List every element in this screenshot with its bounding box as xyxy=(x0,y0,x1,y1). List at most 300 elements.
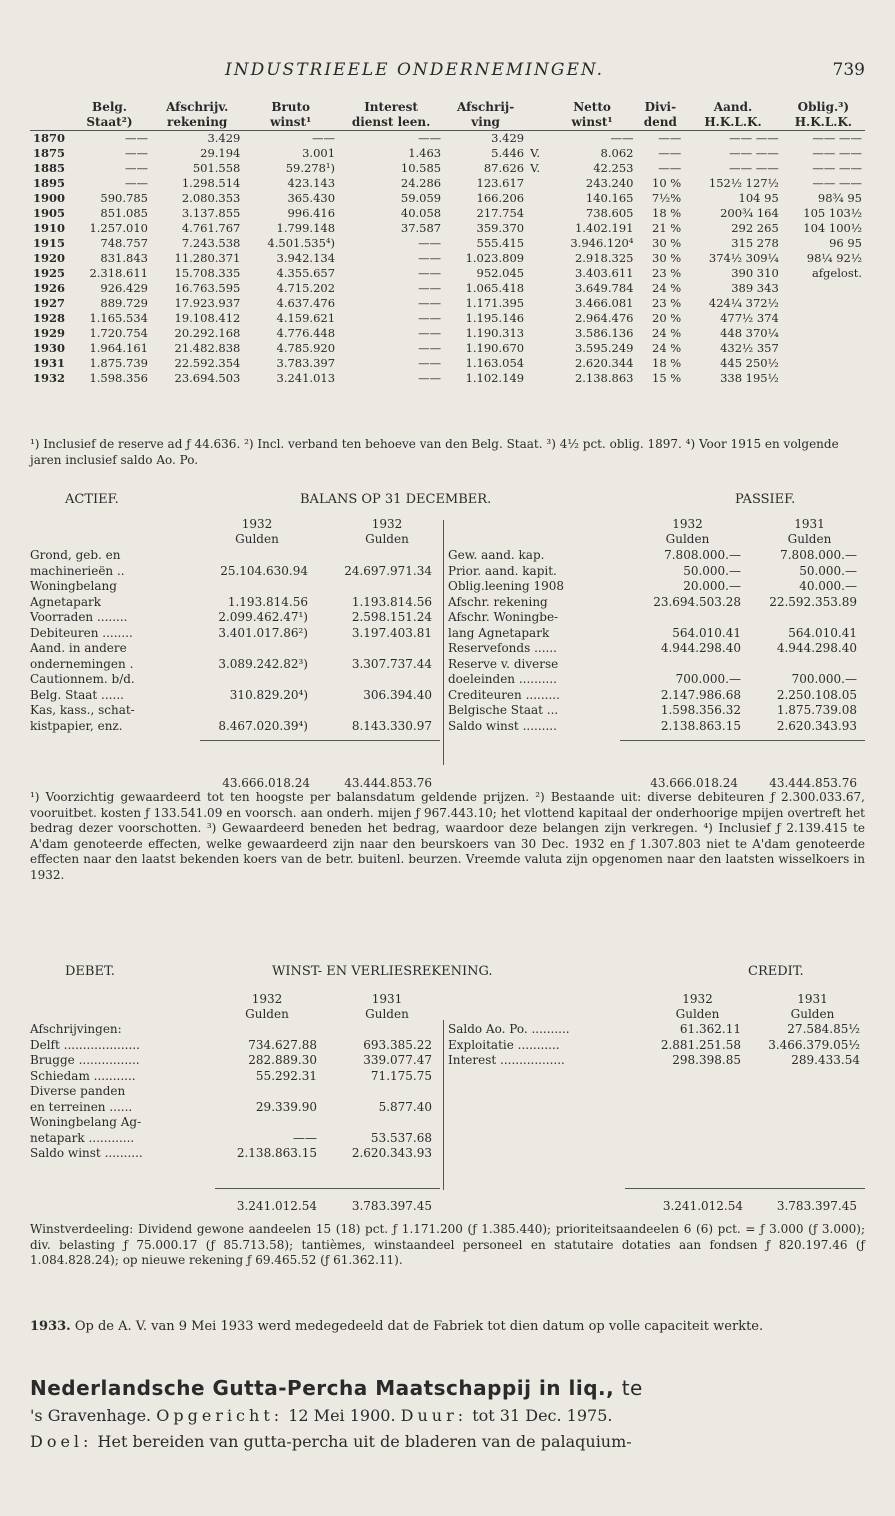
note-1933 xyxy=(30,1318,865,1335)
table-cell xyxy=(527,371,548,386)
table-cell xyxy=(527,251,548,266)
account-value-current: 1.598.356.32 xyxy=(660,703,741,717)
balance-liabilities xyxy=(448,548,865,734)
table-cell: 738.605 xyxy=(585,206,634,220)
account-label: Oblig.leening 1908 xyxy=(448,579,565,593)
account-label: Afschrijvingen: xyxy=(30,1022,122,1036)
table-cell: 390 310 xyxy=(731,266,779,280)
table-row xyxy=(30,131,865,147)
account-value-current: 3.401.017.86²) xyxy=(218,625,308,640)
table-cell: —— xyxy=(418,326,442,340)
table-cell: 996.416 xyxy=(287,206,336,220)
table-cell: afgelost. xyxy=(811,266,862,280)
account-row xyxy=(30,548,440,564)
table-row xyxy=(30,251,865,266)
table-cell: 42.253 xyxy=(593,161,634,175)
wv-center-title: WINST- EN VERLIESREKENING. xyxy=(272,964,493,979)
table-cell xyxy=(527,311,548,326)
account-value-previous: 8.143.330.97 xyxy=(351,718,432,733)
account-label: lang Agnetapark xyxy=(448,625,550,640)
table-cell: 3.595.249 xyxy=(574,341,634,355)
balance-left-total-rule xyxy=(200,740,440,741)
table-cell: 3.783.397 xyxy=(276,356,336,370)
account-label: Belgische Staat ... xyxy=(448,703,559,717)
column-header: Afschrijv. xyxy=(166,100,229,114)
wv-right-total-rule xyxy=(625,1188,865,1189)
table-cell: 1.298.514 xyxy=(181,176,241,190)
table-cell xyxy=(782,296,865,311)
founded-value: 12 Mei 1900. xyxy=(288,1406,396,1425)
balance-footnotes: ¹) Voorzichtig gewaardeerd tot ten hoogste per balansdatum geldende prijzen. ²) Bestaande uit: diverse debiteuren ƒ 2.300.033.67, vooruitbet. kosten ƒ 133.541.09 en voorsch. aan onderh. mijen ƒ 967.443.10; het vlottend kapitaal der onderhoorige mpijen overtreft het bedrag dezer voorschotten. ³) Gewaardeerd beneden het bedrag, waardoor deze belangen zijn verkregen. ⁴) Inclusief ƒ 2.139.415 te A'dam genoteerde effecten, welke gewaardeerd zijn naar den beurskoers van 30 Dec. 1932 en ƒ 1.307.803 niet te A'dam genoteerde effecten naar den laatst bekenden koers van de betr. buitenl. beurzen. Vreemde valuta zijn opgenomen naar den laatsten wisselkoers in 1932. xyxy=(30,790,865,882)
account-row xyxy=(30,1146,440,1162)
table-cell: 4.761.767 xyxy=(181,221,241,235)
account-label: Grond, geb. en xyxy=(30,548,121,562)
year-cell: 1927 xyxy=(33,296,66,310)
table-cell: 15 % xyxy=(652,371,682,385)
table-cell: 365.430 xyxy=(287,191,336,205)
table-cell xyxy=(527,356,548,371)
company-info-line xyxy=(30,1406,865,1425)
account-value-previous: 2.620.343.93 xyxy=(776,718,857,733)
table-row xyxy=(30,326,865,341)
wv-left-total-rule xyxy=(215,1188,440,1189)
table-cell: 21 % xyxy=(652,221,682,235)
account-value-previous: 2.598.151.24 xyxy=(351,610,432,624)
account-value-current: 4.944.298.40 xyxy=(660,641,741,655)
table-cell: 18 % xyxy=(652,356,682,370)
account-value-previous: 289.433.54 xyxy=(791,1053,860,1067)
table-cell: 374½ 309¼ xyxy=(708,251,779,265)
table-cell xyxy=(782,281,865,296)
table-cell: 98¼ 92½ xyxy=(806,251,862,265)
wv-left-col2-header: 1931 Gulden xyxy=(365,992,409,1021)
table-cell: 152½ 127½ xyxy=(708,176,779,190)
account-label: netapark ............ xyxy=(30,1130,135,1145)
balance-right-col2-header: 1931 Gulden xyxy=(787,517,832,546)
account-value-current: 55.292.31 xyxy=(255,1068,317,1083)
table-cell: 11.280.371 xyxy=(174,251,241,265)
winstverdeeling-note: Winstverdeeling: Dividend gewone aandeelen 15 (18) pct. ƒ 1.171.200 (ƒ 1.385.440); prioriteitsaandeelen 6 (6) pct. = ƒ 3.000 (ƒ 3.000); div. belasting ƒ 75.000.17 (ƒ 85.713.58); tantièmes, winstaandeel personeel en statutaire dotaties aan fondsen ƒ 820.197.46 (ƒ 1.084.828.24); op nieuwe rekening ƒ 69.465.52 (ƒ 61.362.11). xyxy=(30,1222,865,1267)
table-cell xyxy=(782,341,865,356)
account-value-current: 2.147.986.68 xyxy=(660,687,741,702)
company-name-suffix: te xyxy=(621,1376,643,1400)
table-cell: 2.318.611 xyxy=(89,266,148,280)
account-value-previous: 27.584.85½ xyxy=(787,1022,860,1036)
table-cell: 1.598.356 xyxy=(89,371,148,385)
purpose-label: Doel: xyxy=(30,1432,93,1451)
year-cell: 1870 xyxy=(33,131,66,145)
account-label: Saldo Ao. Po. .......... xyxy=(448,1022,570,1036)
table-cell: 20.292.168 xyxy=(174,326,241,340)
table-cell: 831.843 xyxy=(100,251,148,265)
account-value-current: 298.398.85 xyxy=(672,1053,741,1067)
table-cell: —— xyxy=(658,161,682,175)
table-cell: 104 95 xyxy=(738,191,779,205)
table-cell: 292 265 xyxy=(731,221,779,235)
table-cell: 3.946.120⁴ xyxy=(570,236,634,250)
column-header: Staat²) xyxy=(68,115,151,131)
account-label: en terreinen ...... xyxy=(30,1099,133,1114)
column-header xyxy=(527,115,548,131)
account-row xyxy=(30,703,440,719)
wv-right-title: CREDIT. xyxy=(748,964,804,979)
account-label: Belg. Staat ...... xyxy=(30,687,124,702)
table-cell: 37.587 xyxy=(400,221,442,235)
table-cell: 123.617 xyxy=(476,176,525,190)
account-label: machinerieën .. xyxy=(30,563,125,578)
table-cell: 24.286 xyxy=(400,176,442,190)
table-cell: 23.694.503 xyxy=(174,371,241,385)
column-header: Belg. xyxy=(92,100,127,114)
table-cell: —— xyxy=(418,341,442,355)
table-cell: 59.059 xyxy=(400,191,442,205)
account-row xyxy=(448,626,865,642)
table-cell: 2.080.353 xyxy=(181,191,241,205)
column-header: Interest xyxy=(364,100,418,114)
account-value-previous: 1.193.814.56 xyxy=(351,594,432,609)
table-row xyxy=(30,281,865,296)
table-cell: 166.206 xyxy=(476,191,525,205)
wv-divider xyxy=(443,1020,444,1190)
account-row xyxy=(448,564,865,580)
table-cell: 96 95 xyxy=(829,236,862,250)
account-value-previous: 2.620.343.93 xyxy=(351,1146,432,1160)
table-cell: 1.171.395 xyxy=(465,296,525,310)
year-cell: 1926 xyxy=(33,281,66,295)
table-cell: —— xyxy=(418,311,442,325)
column-header: Oblig.³) xyxy=(797,100,850,114)
account-row xyxy=(448,719,865,735)
table-cell: 1.165.534 xyxy=(89,311,148,325)
company-purpose-line xyxy=(30,1432,865,1451)
account-value-previous: 3.307.737.44 xyxy=(351,656,432,671)
table-cell: 432½ 357 xyxy=(720,341,779,355)
account-label: Saldo winst ......... xyxy=(448,718,557,733)
table-cell: —— xyxy=(418,296,442,310)
account-label: Cautionnem. b/d. xyxy=(30,672,135,686)
table-cell: 4.637.476 xyxy=(276,296,336,310)
table-cell: 3.241.013 xyxy=(276,371,336,385)
wv-left-col1-header: 1932 Gulden xyxy=(245,992,289,1021)
page-number: 739 xyxy=(832,60,865,80)
table-cell: 4.776.448 xyxy=(276,326,336,340)
table-row xyxy=(30,266,865,281)
account-label: Aand. in andere xyxy=(30,641,127,655)
table-cell: 1.257.010 xyxy=(89,221,148,235)
column-header: ving xyxy=(444,115,527,131)
account-row xyxy=(30,719,440,735)
table-cell: —— —— xyxy=(812,161,862,175)
table-cell: —— —— xyxy=(812,146,862,160)
account-value-current: 8.467.020.39⁴) xyxy=(218,718,308,733)
table-cell xyxy=(527,236,548,251)
account-value-previous: 53.537.68 xyxy=(370,1130,432,1145)
table-cell: —— xyxy=(124,131,148,145)
account-value-current: 2.138.863.15 xyxy=(660,718,741,733)
account-label: Voorraden ........ xyxy=(30,610,128,624)
table-cell: 7.243.538 xyxy=(181,236,241,250)
table-cell: 1.402.191 xyxy=(574,221,634,235)
account-value-previous: 693.385.22 xyxy=(363,1037,432,1052)
account-label: Interest ................. xyxy=(448,1053,565,1067)
table-cell xyxy=(527,266,548,281)
column-header: dend xyxy=(636,115,684,131)
account-value-current: 1.193.814.56 xyxy=(227,594,308,609)
account-row xyxy=(30,688,440,704)
table-cell: 10 % xyxy=(652,176,682,190)
table-cell: 140.165 xyxy=(585,191,634,205)
table-cell: —— xyxy=(418,371,442,385)
running-header xyxy=(0,58,895,88)
account-value-previous: 306.394.40 xyxy=(363,687,432,702)
table-cell: 1.799.148 xyxy=(276,221,336,235)
account-label: kistpapier, enz. xyxy=(30,718,123,733)
account-row xyxy=(30,1053,440,1069)
account-row xyxy=(448,1022,865,1038)
account-value-current: 61.362.11 xyxy=(679,1022,741,1036)
table-cell: 243.240 xyxy=(585,176,634,190)
table-cell: 3.137.855 xyxy=(181,206,241,220)
account-value-current: 7.808.000.— xyxy=(664,548,741,562)
account-row xyxy=(30,641,440,657)
wv-right-col1-header: 1932 Gulden xyxy=(675,992,720,1021)
balance-left-title: ACTIEF. xyxy=(65,492,119,507)
year-cell: 1895 xyxy=(33,176,66,190)
company-heading xyxy=(30,1376,865,1400)
table-cell: 423.143 xyxy=(287,176,336,190)
account-value-previous: 22.592.353.89 xyxy=(769,594,857,609)
note-1933-text: Op de A. V. van 9 Mei 1933 werd medegedeeld dat de Fabriek tot dien datum op volle capaciteit werkte. xyxy=(74,1319,764,1334)
column-header: Aand. xyxy=(713,100,753,114)
year-cell: 1910 xyxy=(33,221,66,235)
account-label: Kas, kass., schat- xyxy=(30,703,135,717)
financial-history-table xyxy=(30,100,865,386)
table-cell xyxy=(782,371,865,386)
table-cell: 4.715.202 xyxy=(276,281,336,295)
account-value-current: —— xyxy=(293,1130,317,1145)
year-cell: 1905 xyxy=(33,206,66,220)
account-row xyxy=(448,641,865,657)
table-cell: 448 370¼ xyxy=(720,326,779,340)
table-cell: 445 250½ xyxy=(720,356,779,370)
table-cell xyxy=(527,176,548,191)
wv-right-total-1: 3.241.012.54 xyxy=(662,1199,743,1213)
table-cell: 10.585 xyxy=(400,161,442,175)
note-1933-year: 1933. xyxy=(30,1319,71,1334)
table-cell: —— xyxy=(418,251,442,265)
account-label: Schiedam ........... xyxy=(30,1068,136,1083)
account-value-current: 564.010.41 xyxy=(672,625,741,640)
table-cell: 20 % xyxy=(652,311,682,325)
account-row xyxy=(448,657,865,673)
table-cell: 3.466.081 xyxy=(574,296,634,310)
balance-left-total-2: 43.444.853.76 xyxy=(344,776,432,790)
table-cell: V. xyxy=(530,161,541,175)
account-row xyxy=(30,595,440,611)
running-title: INDUSTRIEELE ONDERNEMINGEN. xyxy=(225,60,605,80)
year-cell: 1885 xyxy=(33,161,66,175)
table-cell: 926.429 xyxy=(100,281,148,295)
table-cell: —— —— xyxy=(729,161,779,175)
account-row xyxy=(30,1069,440,1085)
account-value-current: 2.881.251.58 xyxy=(660,1037,741,1052)
account-row xyxy=(30,1084,440,1100)
table-cell: 4.785.920 xyxy=(276,341,336,355)
table-cell: 1.463 xyxy=(408,146,442,160)
account-value-previous: 4.944.298.40 xyxy=(776,641,857,655)
table-cell: 29.194 xyxy=(200,146,241,160)
column-header: H.K.L.K. xyxy=(782,115,865,131)
account-value-current: 2.138.863.15 xyxy=(236,1146,317,1160)
account-value-current: 310.829.20⁴) xyxy=(229,687,308,702)
wv-left-total-1: 3.241.012.54 xyxy=(236,1199,317,1213)
account-row xyxy=(448,579,865,595)
table-cell: 24 % xyxy=(652,281,682,295)
account-row xyxy=(448,610,865,626)
wv-header xyxy=(30,964,865,984)
table-cell: 4.355.657 xyxy=(276,266,336,280)
table-cell: 4.159.621 xyxy=(276,311,336,325)
account-label: ondernemingen . xyxy=(30,656,134,671)
table-cell: 3.429 xyxy=(491,131,525,145)
table-cell: 1.190.313 xyxy=(465,326,525,340)
account-row xyxy=(30,657,440,673)
table-cell: 1.102.149 xyxy=(465,371,525,385)
table-cell: 24 % xyxy=(652,341,682,355)
account-value-previous: 1.875.739.08 xyxy=(776,703,857,717)
table-cell: 15.708.335 xyxy=(174,266,241,280)
account-row xyxy=(448,1038,865,1054)
account-row xyxy=(30,1022,440,1038)
duration-label: Duur: xyxy=(400,1406,468,1425)
balance-left-col2-header: 1932 Gulden xyxy=(365,517,409,546)
column-header: dienst leen. xyxy=(338,115,444,131)
column-header: Divi- xyxy=(644,100,677,114)
table-cell: 359.370 xyxy=(476,221,525,235)
account-value-previous: 3.466.379.05½ xyxy=(768,1037,860,1052)
account-value-previous: 3.197.403.81 xyxy=(351,625,432,640)
table-cell: 7½% xyxy=(651,191,682,205)
table-cell: 1.190.670 xyxy=(465,341,525,355)
table-row xyxy=(30,161,865,176)
account-label: Crediteuren ......... xyxy=(448,687,560,702)
founded-label: Opgericht: xyxy=(156,1406,284,1425)
column-header: winst¹ xyxy=(243,115,338,131)
account-row xyxy=(30,610,440,626)
column-header xyxy=(527,100,548,115)
table-cell: 1.023.809 xyxy=(465,251,525,265)
account-label: Exploitatie ........... xyxy=(448,1037,560,1052)
table-cell: —— xyxy=(658,146,682,160)
table-cell: 21.482.838 xyxy=(174,341,241,355)
account-value-previous: 564.010.41 xyxy=(788,625,857,640)
balance-right-total-2: 43.444.853.76 xyxy=(769,776,857,790)
account-label: Woningbelang Ag- xyxy=(30,1115,142,1129)
table-cell: 2.918.325 xyxy=(574,251,634,265)
table-cell: 200¾ 164 xyxy=(720,206,779,220)
table-row xyxy=(30,236,865,251)
table-header-row xyxy=(30,100,865,115)
account-label: Delft .................... xyxy=(30,1037,140,1052)
table-cell: 3.429 xyxy=(207,131,241,145)
balance-right-total-rule xyxy=(620,740,865,741)
table-cell: 23 % xyxy=(652,266,682,280)
wv-left-total-2: 3.783.397.45 xyxy=(351,1199,432,1213)
year-cell: 1929 xyxy=(33,326,66,340)
table-cell: —— xyxy=(658,131,682,145)
table-cell: 424¼ 372½ xyxy=(708,296,779,310)
account-row xyxy=(448,703,865,719)
table-cell: —— xyxy=(418,356,442,370)
account-value-previous: 700.000.— xyxy=(791,672,857,686)
account-row xyxy=(448,1053,865,1069)
column-header xyxy=(30,100,68,115)
account-row xyxy=(30,1115,440,1131)
table-cell: 555.415 xyxy=(476,236,525,250)
account-value-previous: 24.697.971.34 xyxy=(344,563,432,578)
table-cell: —— xyxy=(312,131,336,145)
table-cell: 3.001 xyxy=(302,146,336,160)
table-cell xyxy=(527,191,548,206)
account-label: Woningbelang xyxy=(30,579,117,593)
account-label: Afschr. Woningbe- xyxy=(448,610,559,624)
account-value-current: 25.104.630.94 xyxy=(220,563,308,578)
table-row xyxy=(30,206,865,221)
table-cell xyxy=(527,341,548,356)
table-cell: —— —— xyxy=(812,131,862,145)
account-value-previous: 339.077.47 xyxy=(363,1053,432,1067)
column-header: rekening xyxy=(151,115,243,131)
year-cell: 1930 xyxy=(33,341,66,355)
year-cell: 1915 xyxy=(33,236,66,250)
account-value-current: 2.099.462.47¹) xyxy=(218,610,308,624)
table-row xyxy=(30,296,865,311)
year-cell: 1920 xyxy=(33,251,66,265)
account-row xyxy=(448,688,865,704)
table-cell: 389 343 xyxy=(731,281,779,295)
account-value-previous: 40.000.— xyxy=(799,579,857,593)
table-cell: 4.501.535⁴) xyxy=(267,236,336,250)
account-row xyxy=(448,548,865,564)
column-header: Bruto xyxy=(271,100,311,114)
table-cell: 3.403.611 xyxy=(574,266,634,280)
table-cell: 1.065.418 xyxy=(465,281,525,295)
table-cell: 98¾ 95 xyxy=(817,191,862,205)
account-value-current: 29.339.90 xyxy=(255,1099,317,1114)
table-cell xyxy=(527,326,548,341)
wv-right-total-2: 3.783.397.45 xyxy=(776,1199,857,1213)
account-label: doeleinden .......... xyxy=(448,672,557,686)
account-label: Prior. aand. kapit. xyxy=(448,563,557,578)
table-cell: 1.195.146 xyxy=(465,311,525,325)
table-cell xyxy=(527,131,548,147)
table-cell: V. xyxy=(530,146,541,160)
column-header: Afschrij- xyxy=(456,100,515,114)
company-place: 's Gravenhage. xyxy=(30,1406,152,1425)
table-cell: 477½ 374 xyxy=(720,311,779,325)
table-cell: 590.785 xyxy=(100,191,148,205)
table-header-row xyxy=(30,115,865,131)
account-label: Saldo winst .......... xyxy=(30,1146,143,1160)
table-cell: —— —— xyxy=(729,131,779,145)
table-cell: 952.045 xyxy=(476,266,525,280)
table-cell: 1.720.754 xyxy=(89,326,148,340)
table-cell: —— xyxy=(418,236,442,250)
table-cell: 851.085 xyxy=(100,206,148,220)
table-cell: 30 % xyxy=(652,236,682,250)
account-value-current: 50.000.— xyxy=(683,563,741,578)
table-cell: 5.446 xyxy=(491,146,525,160)
